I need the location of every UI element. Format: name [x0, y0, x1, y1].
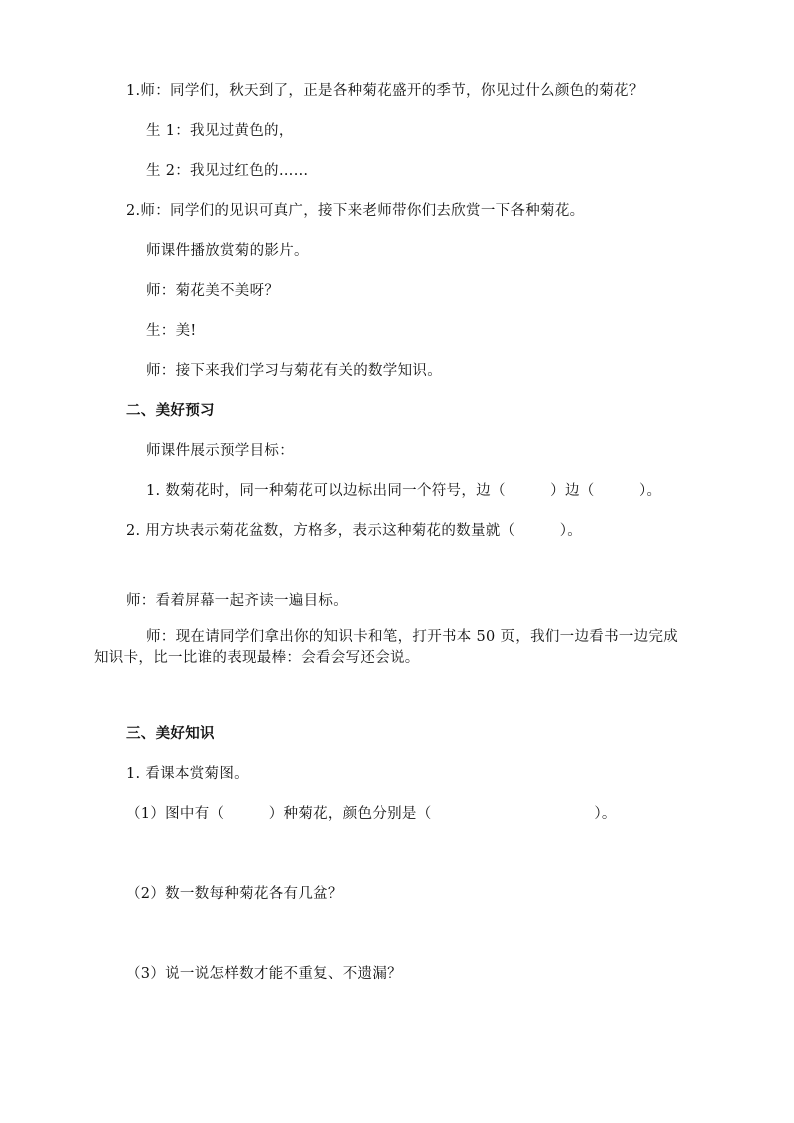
teacher-action: 师课件播放赏菊的影片。: [146, 243, 309, 259]
paragraph-2: 2.师：同学们的见识可真广，接下来老师带你们去欣赏一下各种菊花。: [126, 203, 585, 219]
section-heading-knowledge: 三、美好知识: [126, 725, 215, 742]
knowledge-question-3: （3）说一说怎样数才能不重复、不遗漏？: [126, 966, 402, 982]
preview-goal-1: 1. 数菊花时，同一种菊花可以边标出同一个符号，边（ ）边（ ）。: [146, 483, 662, 499]
preview-intro: 师课件展示预学目标：: [146, 443, 294, 459]
student-1-reply: 生 1：我见过黄色的，: [146, 123, 294, 139]
teacher-read-goals: 师：看着屏幕一起齐读一遍目标。: [126, 593, 348, 609]
preview-goal-2: 2. 用方块表示菊花盆数，方格多，表示这种菊花的数量就（ ）。: [126, 523, 583, 539]
knowledge-item-1: 1. 看课本赏菊图。: [126, 766, 249, 782]
knowledge-question-2: （2）数一数每种菊花各有几盆？: [126, 886, 343, 902]
teacher-question: 师：菊花美不美呀？: [146, 283, 280, 299]
paragraph-1: 1.师：同学们，秋天到了，正是各种菊花盛开的季节，你见过什么颜色的菊花？: [126, 83, 644, 99]
knowledge-question-1: （1）图中有（ ）种菊花，颜色分别是（ ）。: [126, 806, 617, 822]
student-2-reply: 生 2：我见过红色的……: [146, 163, 309, 179]
student-answer: 生：美!: [146, 323, 197, 339]
teacher-transition: 师：接下来我们学习与菊花有关的数学知识。: [146, 363, 442, 379]
teacher-instruction-line-2: 知识卡，比一比谁的表现最棒：会看会写还会说。: [94, 650, 420, 666]
teacher-instruction-line-1: 师：现在请同学们拿出你的知识卡和笔，打开书本 50 页，我们一边看书一边完成: [146, 629, 679, 645]
section-heading-preview: 二、美好预习: [126, 402, 215, 419]
